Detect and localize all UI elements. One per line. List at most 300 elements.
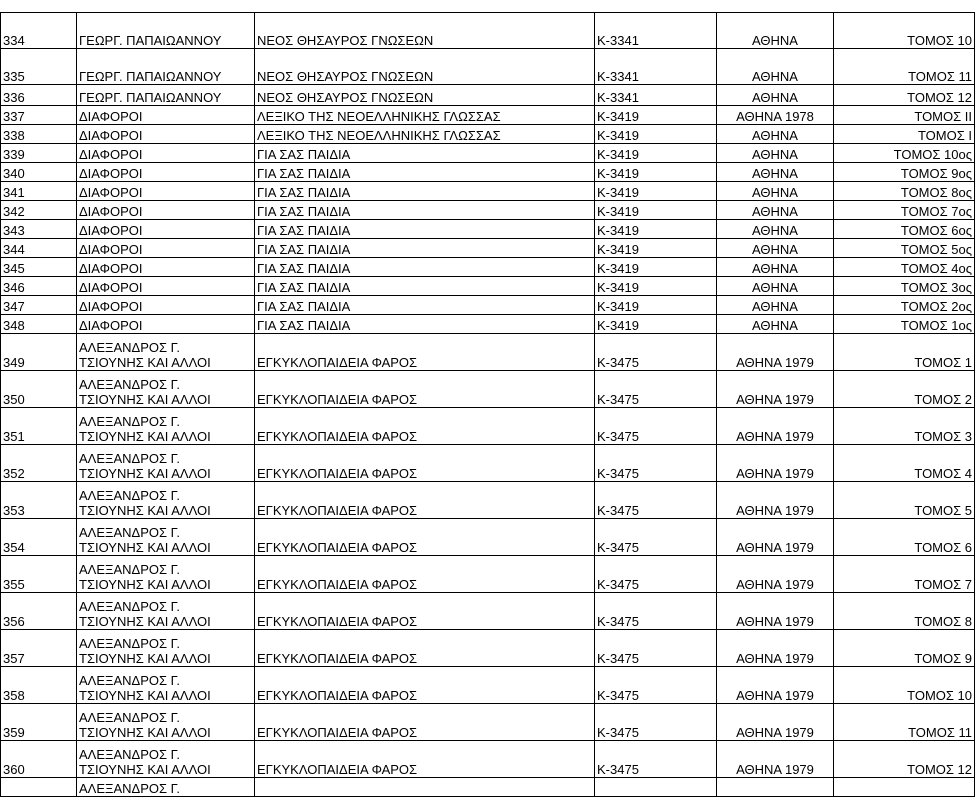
title-cell[interactable]	[255, 778, 595, 797]
author-cell-text: ΔΙΑΦΟΡΟΙ	[79, 318, 143, 333]
title-cell-text: ΝΕΟΣ ΘΗΣΑΥΡΟΣ ΓΝΩΣΕΩΝ	[257, 33, 434, 48]
title-cell[interactable]	[255, 704, 595, 741]
place-cell[interactable]	[717, 296, 834, 315]
author-cell[interactable]	[77, 13, 255, 49]
code-cell[interactable]	[595, 315, 717, 334]
title-cell-text: ΝΕΟΣ ΘΗΣΑΥΡΟΣ ΓΝΩΣΕΩΝ	[257, 90, 434, 105]
title-cell-text: ΓΙΑ ΣΑΣ ΠΑΙΔΙΑ	[257, 280, 351, 295]
code-cell-text: Κ-3475	[597, 392, 639, 407]
author-first-line: ΑΛΕΞΑΝΔΡΟΣ Γ.	[79, 525, 180, 540]
title-cell-text: ΕΓΚΥΚΛΟΠΑΙΔΕΙΑ ΦΑΡΟΣ	[257, 355, 418, 370]
volume-cell[interactable]	[834, 85, 975, 106]
author-second-line: ΤΣΙΟΥΝΗΣ ΚΑΙ ΑΛΛΟΙ	[79, 429, 211, 444]
title-cell[interactable]	[255, 445, 595, 482]
place-cell-text: ΑΘΗΝΑ	[752, 185, 798, 200]
author-cell[interactable]	[77, 201, 255, 220]
place-cell[interactable]	[717, 667, 834, 704]
title-cell[interactable]	[255, 220, 595, 239]
code-cell[interactable]	[595, 482, 717, 519]
author-second-line: ΤΣΙΟΥΝΗΣ ΚΑΙ ΑΛΛΟΙ	[79, 355, 211, 370]
author-first-line: ΑΛΕΞΑΝΔΡΟΣ Γ.	[79, 414, 180, 429]
code-cell[interactable]	[595, 704, 717, 741]
place-cell[interactable]	[717, 519, 834, 556]
code-cell-text: Κ-3475	[597, 762, 639, 777]
code-cell[interactable]	[595, 201, 717, 220]
code-cell-text: Κ-3419	[597, 109, 639, 124]
code-cell[interactable]	[595, 334, 717, 371]
table-row	[1, 239, 975, 258]
row-number[interactable]	[1, 593, 77, 630]
row-number[interactable]	[1, 220, 77, 239]
place-cell[interactable]	[717, 258, 834, 277]
volume-cell[interactable]	[834, 778, 975, 797]
place-cell[interactable]	[717, 704, 834, 741]
author-cell[interactable]	[77, 593, 255, 630]
volume-cell[interactable]	[834, 315, 975, 334]
title-cell-text: ΓΙΑ ΣΑΣ ΠΑΙΔΙΑ	[257, 185, 351, 200]
place-cell-text: ΑΘΗΝΑ	[752, 299, 798, 314]
volume-cell[interactable]	[834, 593, 975, 630]
code-cell[interactable]	[595, 85, 717, 106]
place-cell-text: ΑΘΗΝΑ 1979	[736, 762, 814, 777]
author-second-line: ΤΣΙΟΥΝΗΣ ΚΑΙ ΑΛΛΟΙ	[79, 614, 211, 629]
author-cell[interactable]	[77, 49, 255, 85]
author-cell[interactable]	[77, 371, 255, 408]
volume-cell[interactable]	[834, 482, 975, 519]
volume-cell-text: ΤΟΜΟΣ 10ος	[893, 147, 972, 162]
row-number-text: 338	[3, 128, 25, 143]
row-number[interactable]	[1, 144, 77, 163]
code-cell-text: Κ-3419	[597, 166, 639, 181]
title-cell[interactable]	[255, 593, 595, 630]
place-cell[interactable]	[717, 277, 834, 296]
author-cell-text: ΓΕΩΡΓ. ΠΑΠΑΙΩΑΝΝΟΥ	[79, 69, 222, 84]
row-number[interactable]	[1, 163, 77, 182]
place-cell[interactable]	[717, 334, 834, 371]
volume-cell[interactable]	[834, 630, 975, 667]
table-row	[1, 296, 975, 315]
volume-cell[interactable]	[834, 182, 975, 201]
author-cell[interactable]	[77, 239, 255, 258]
row-number[interactable]	[1, 334, 77, 371]
row-number[interactable]	[1, 482, 77, 519]
code-cell-text: Κ-3419	[597, 204, 639, 219]
author-cell[interactable]	[77, 258, 255, 277]
title-cell-text: ΕΓΚΥΚΛΟΠΑΙΔΕΙΑ ΦΑΡΟΣ	[257, 688, 418, 703]
volume-cell[interactable]	[834, 667, 975, 704]
code-cell-text: Κ-3475	[597, 466, 639, 481]
table-row	[1, 741, 975, 778]
volume-cell-text: ΤΟΜΟΣ 6ος	[900, 223, 972, 238]
volume-cell[interactable]	[834, 163, 975, 182]
volume-cell[interactable]	[834, 258, 975, 277]
place-cell-text: ΑΘΗΝΑ	[752, 242, 798, 257]
place-cell-text: ΑΘΗΝΑ 1979	[736, 614, 814, 629]
row-number[interactable]	[1, 106, 77, 125]
volume-cell[interactable]	[834, 201, 975, 220]
code-cell[interactable]	[595, 778, 717, 797]
code-cell-text: Κ-3341	[597, 69, 639, 84]
row-number-text: 337	[3, 109, 25, 124]
row-number[interactable]	[1, 371, 77, 408]
title-cell-text: ΕΓΚΥΚΛΟΠΑΙΔΕΙΑ ΦΑΡΟΣ	[257, 651, 418, 666]
author-cell[interactable]	[77, 741, 255, 778]
row-number[interactable]	[1, 258, 77, 277]
title-cell[interactable]	[255, 556, 595, 593]
catalog-body	[1, 13, 975, 797]
place-cell[interactable]	[717, 556, 834, 593]
title-cell[interactable]	[255, 630, 595, 667]
table-row	[1, 556, 975, 593]
volume-cell[interactable]	[834, 49, 975, 85]
row-number[interactable]	[1, 49, 77, 85]
place-cell[interactable]	[717, 201, 834, 220]
place-cell-text: ΑΘΗΝΑ	[752, 147, 798, 162]
place-cell-text: ΑΘΗΝΑ	[752, 280, 798, 295]
row-number[interactable]	[1, 667, 77, 704]
volume-cell-text: ΤΟΜΟΣ 11	[908, 725, 972, 740]
place-cell[interactable]	[717, 220, 834, 239]
title-cell[interactable]	[255, 334, 595, 371]
table-row	[1, 408, 975, 445]
place-cell[interactable]	[717, 125, 834, 144]
code-cell[interactable]	[595, 13, 717, 49]
table-row	[1, 445, 975, 482]
place-cell-text: ΑΘΗΝΑ 1979	[736, 577, 814, 592]
row-number[interactable]	[1, 778, 77, 797]
row-number-text: 353	[3, 503, 25, 518]
title-cell[interactable]	[255, 315, 595, 334]
code-cell[interactable]	[595, 593, 717, 630]
row-number[interactable]	[1, 296, 77, 315]
author-cell[interactable]	[77, 163, 255, 182]
table-row	[1, 258, 975, 277]
title-cell-text: ΓΙΑ ΣΑΣ ΠΑΙΔΙΑ	[257, 261, 351, 276]
author-cell-text: ΔΙΑΦΟΡΟΙ	[79, 166, 143, 181]
table-row	[1, 519, 975, 556]
volume-cell-text: ΤΟΜΟΣ 9ος	[900, 166, 972, 181]
code-cell-text: Κ-3475	[597, 651, 639, 666]
code-cell[interactable]	[595, 163, 717, 182]
place-cell[interactable]	[717, 593, 834, 630]
volume-cell-text: ΤΟΜΟΣ 1ος	[900, 318, 972, 333]
place-cell-text: ΑΘΗΝΑ	[752, 204, 798, 219]
title-cell[interactable]	[255, 163, 595, 182]
table-row	[1, 630, 975, 667]
row-number-text: 357	[3, 651, 25, 666]
row-number[interactable]	[1, 182, 77, 201]
row-number-text: 355	[3, 577, 25, 592]
author-cell[interactable]	[77, 144, 255, 163]
author-cell[interactable]	[77, 482, 255, 519]
volume-cell-text: ΤΟΜΟΣ 4	[914, 466, 972, 481]
author-first-line: ΑΛΕΞΑΝΔΡΟΣ Γ.	[79, 377, 180, 392]
code-cell-text: Κ-3419	[597, 299, 639, 314]
row-number[interactable]	[1, 125, 77, 144]
volume-cell-text: ΤΟΜΟΣ 8	[914, 614, 972, 629]
place-cell[interactable]	[717, 13, 834, 49]
author-cell[interactable]	[77, 667, 255, 704]
table-row	[1, 49, 975, 85]
place-cell-text: ΑΘΗΝΑ	[752, 261, 798, 276]
volume-cell[interactable]	[834, 704, 975, 741]
title-cell-text: ΕΓΚΥΚΛΟΠΑΙΔΕΙΑ ΦΑΡΟΣ	[257, 577, 418, 592]
place-cell-text: ΑΘΗΝΑ 1979	[736, 651, 814, 666]
title-cell[interactable]	[255, 371, 595, 408]
volume-cell[interactable]	[834, 106, 975, 125]
place-cell[interactable]	[717, 182, 834, 201]
code-cell[interactable]	[595, 371, 717, 408]
row-number[interactable]	[1, 556, 77, 593]
table-row	[1, 482, 975, 519]
table-row	[1, 106, 975, 125]
author-second-line: ΤΣΙΟΥΝΗΣ ΚΑΙ ΑΛΛΟΙ	[79, 503, 211, 518]
author-second-line: ΤΣΙΟΥΝΗΣ ΚΑΙ ΑΛΛΟΙ	[79, 688, 211, 703]
author-cell[interactable]	[77, 445, 255, 482]
code-cell-text: Κ-3419	[597, 280, 639, 295]
place-cell[interactable]	[717, 408, 834, 445]
title-cell[interactable]	[255, 519, 595, 556]
volume-cell-text: ΤΟΜΟΣ 4ος	[900, 261, 972, 276]
code-cell[interactable]	[595, 408, 717, 445]
table-row	[1, 704, 975, 741]
row-number-text: 351	[3, 429, 25, 444]
volume-cell[interactable]	[834, 371, 975, 408]
code-cell[interactable]	[595, 125, 717, 144]
author-cell[interactable]	[77, 315, 255, 334]
volume-cell-text: ΤΟΜΟΣ Ι	[917, 128, 972, 143]
code-cell-text: Κ-3475	[597, 503, 639, 518]
volume-cell[interactable]	[834, 125, 975, 144]
title-cell[interactable]	[255, 85, 595, 106]
table-row	[1, 144, 975, 163]
row-number[interactable]	[1, 239, 77, 258]
title-cell[interactable]	[255, 408, 595, 445]
title-cell[interactable]	[255, 13, 595, 49]
code-cell[interactable]	[595, 144, 717, 163]
title-cell-text: ΛΕΞΙΚΟ ΤΗΣ ΝΕΟΕΛΛΗΝΙΚΗΣ ΓΛΩΣΣΑΣ	[257, 128, 501, 143]
place-cell[interactable]	[717, 144, 834, 163]
volume-cell[interactable]	[834, 239, 975, 258]
author-cell-text: ΓΕΩΡΓ. ΠΑΠΑΙΩΑΝΝΟΥ	[79, 90, 222, 105]
volume-cell[interactable]	[834, 519, 975, 556]
row-number[interactable]	[1, 741, 77, 778]
row-number[interactable]	[1, 704, 77, 741]
title-cell[interactable]	[255, 201, 595, 220]
place-cell[interactable]	[717, 315, 834, 334]
author-cell-text: ΑΛΕΞΑΝΔΡΟΣ Γ.	[79, 781, 180, 796]
author-cell-text: ΔΙΑΦΟΡΟΙ	[79, 204, 143, 219]
volume-cell[interactable]	[834, 556, 975, 593]
volume-cell[interactable]	[834, 334, 975, 371]
title-cell[interactable]	[255, 277, 595, 296]
title-cell[interactable]	[255, 182, 595, 201]
place-cell[interactable]	[717, 778, 834, 797]
row-number-text: 339	[3, 147, 25, 162]
place-cell-text: ΑΘΗΝΑ	[752, 128, 798, 143]
author-cell-text: ΔΙΑΦΟΡΟΙ	[79, 299, 143, 314]
volume-cell[interactable]	[834, 296, 975, 315]
title-cell[interactable]	[255, 144, 595, 163]
volume-cell[interactable]	[834, 277, 975, 296]
author-cell[interactable]	[77, 125, 255, 144]
title-cell-text: ΓΙΑ ΣΑΣ ΠΑΙΔΙΑ	[257, 166, 351, 181]
place-cell[interactable]	[717, 163, 834, 182]
place-cell[interactable]	[717, 85, 834, 106]
title-cell[interactable]	[255, 296, 595, 315]
table-row	[1, 85, 975, 106]
author-cell-text: ΔΙΑΦΟΡΟΙ	[79, 109, 143, 124]
title-cell-text: ΝΕΟΣ ΘΗΣΑΥΡΟΣ ΓΝΩΣΕΩΝ	[257, 69, 434, 84]
author-cell[interactable]	[77, 630, 255, 667]
volume-cell[interactable]	[834, 741, 975, 778]
author-first-line: ΑΛΕΞΑΝΔΡΟΣ Γ.	[79, 488, 180, 503]
title-cell-text: ΓΙΑ ΣΑΣ ΠΑΙΔΙΑ	[257, 299, 351, 314]
title-cell[interactable]	[255, 106, 595, 125]
title-cell-text: ΓΙΑ ΣΑΣ ΠΑΙΔΙΑ	[257, 147, 351, 162]
place-cell[interactable]	[717, 239, 834, 258]
code-cell[interactable]	[595, 296, 717, 315]
author-cell[interactable]	[77, 519, 255, 556]
author-cell[interactable]	[77, 704, 255, 741]
author-cell[interactable]	[77, 277, 255, 296]
row-number-text: 344	[3, 242, 25, 257]
row-number[interactable]	[1, 630, 77, 667]
table-row	[1, 334, 975, 371]
volume-cell-text: ΤΟΜΟΣ 8ος	[900, 185, 972, 200]
code-cell[interactable]	[595, 445, 717, 482]
author-cell[interactable]	[77, 182, 255, 201]
row-number-text: 350	[3, 392, 25, 407]
volume-cell-text: ΤΟΜΟΣ 5ος	[900, 242, 972, 257]
code-cell[interactable]	[595, 220, 717, 239]
author-first-line: ΑΛΕΞΑΝΔΡΟΣ Γ.	[79, 451, 180, 466]
author-cell[interactable]	[77, 556, 255, 593]
code-cell[interactable]	[595, 667, 717, 704]
title-cell-text: ΕΓΚΥΚΛΟΠΑΙΔΕΙΑ ΦΑΡΟΣ	[257, 466, 418, 481]
volume-cell[interactable]	[834, 408, 975, 445]
title-cell[interactable]	[255, 667, 595, 704]
place-cell[interactable]	[717, 49, 834, 85]
catalog-table	[0, 12, 975, 797]
title-cell-text: ΓΙΑ ΣΑΣ ΠΑΙΔΙΑ	[257, 204, 351, 219]
row-number-text: 360	[3, 762, 25, 777]
title-cell-text: ΕΓΚΥΚΛΟΠΑΙΔΕΙΑ ΦΑΡΟΣ	[257, 614, 418, 629]
place-cell-text: ΑΘΗΝΑ 1979	[736, 392, 814, 407]
author-cell[interactable]	[77, 778, 255, 797]
title-cell[interactable]	[255, 125, 595, 144]
table-row	[1, 163, 975, 182]
author-second-line: ΤΣΙΟΥΝΗΣ ΚΑΙ ΑΛΛΟΙ	[79, 392, 211, 407]
code-cell[interactable]	[595, 277, 717, 296]
author-first-line: ΑΛΕΞΑΝΔΡΟΣ Γ.	[79, 562, 180, 577]
row-number[interactable]	[1, 445, 77, 482]
volume-cell-text: ΤΟΜΟΣ 9	[914, 651, 972, 666]
row-number-text: 336	[3, 90, 25, 105]
code-cell-text: Κ-3341	[597, 33, 639, 48]
place-cell-text: ΑΘΗΝΑ	[752, 90, 798, 105]
code-cell[interactable]	[595, 239, 717, 258]
code-cell-text: Κ-3475	[597, 725, 639, 740]
author-cell-text: ΔΙΑΦΟΡΟΙ	[79, 128, 143, 143]
row-number[interactable]	[1, 315, 77, 334]
code-cell-text: Κ-3419	[597, 261, 639, 276]
table-row	[1, 13, 975, 49]
code-cell[interactable]	[595, 519, 717, 556]
row-number[interactable]	[1, 13, 77, 49]
code-cell-text: Κ-3475	[597, 540, 639, 555]
row-number[interactable]	[1, 408, 77, 445]
code-cell[interactable]	[595, 630, 717, 667]
author-cell[interactable]	[77, 296, 255, 315]
row-number[interactable]	[1, 519, 77, 556]
row-number[interactable]	[1, 277, 77, 296]
code-cell[interactable]	[595, 741, 717, 778]
author-cell[interactable]	[77, 220, 255, 239]
place-cell[interactable]	[717, 630, 834, 667]
title-cell[interactable]	[255, 239, 595, 258]
title-cell[interactable]	[255, 482, 595, 519]
author-first-line: ΑΛΕΞΑΝΔΡΟΣ Γ.	[79, 636, 180, 651]
code-cell-text: Κ-3419	[597, 147, 639, 162]
volume-cell-text: ΤΟΜΟΣ 10	[907, 688, 972, 703]
code-cell-text: Κ-3419	[597, 242, 639, 257]
code-cell-text: Κ-3475	[597, 614, 639, 629]
row-number[interactable]	[1, 201, 77, 220]
row-number-text: 334	[3, 33, 25, 48]
volume-cell-text: ΤΟΜΟΣ 1	[914, 355, 972, 370]
author-second-line: ΤΣΙΟΥΝΗΣ ΚΑΙ ΑΛΛΟΙ	[79, 725, 211, 740]
title-cell[interactable]	[255, 258, 595, 277]
row-number[interactable]	[1, 85, 77, 106]
place-cell-text: ΑΘΗΝΑ 1979	[736, 429, 814, 444]
author-second-line: ΤΣΙΟΥΝΗΣ ΚΑΙ ΑΛΛΟΙ	[79, 651, 211, 666]
author-cell[interactable]	[77, 106, 255, 125]
place-cell-text: ΑΘΗΝΑ 1979	[736, 466, 814, 481]
place-cell[interactable]	[717, 482, 834, 519]
volume-cell[interactable]	[834, 445, 975, 482]
place-cell[interactable]	[717, 371, 834, 408]
code-cell[interactable]	[595, 258, 717, 277]
place-cell[interactable]	[717, 741, 834, 778]
author-cell[interactable]	[77, 408, 255, 445]
place-cell-text: ΑΘΗΝΑ	[752, 33, 798, 48]
place-cell-text: ΑΘΗΝΑ 1979	[736, 540, 814, 555]
author-first-line: ΑΛΕΞΑΝΔΡΟΣ Γ.	[79, 747, 180, 762]
volume-cell[interactable]	[834, 13, 975, 49]
place-cell[interactable]	[717, 106, 834, 125]
code-cell[interactable]	[595, 182, 717, 201]
place-cell-text: ΑΘΗΝΑ 1979	[736, 503, 814, 518]
code-cell-text: Κ-3475	[597, 577, 639, 592]
author-second-line: ΤΣΙΟΥΝΗΣ ΚΑΙ ΑΛΛΟΙ	[79, 540, 211, 555]
author-cell[interactable]	[77, 85, 255, 106]
title-cell[interactable]	[255, 49, 595, 85]
title-cell[interactable]	[255, 741, 595, 778]
row-number-text: 340	[3, 166, 25, 181]
volume-cell-text: ΤΟΜΟΣ 2	[914, 392, 972, 407]
volume-cell[interactable]	[834, 220, 975, 239]
code-cell[interactable]	[595, 106, 717, 125]
author-cell-text: ΔΙΑΦΟΡΟΙ	[79, 147, 143, 162]
author-first-line: ΑΛΕΞΑΝΔΡΟΣ Γ.	[79, 340, 180, 355]
place-cell[interactable]	[717, 445, 834, 482]
author-cell[interactable]	[77, 334, 255, 371]
code-cell[interactable]	[595, 556, 717, 593]
code-cell[interactable]	[595, 49, 717, 85]
volume-cell[interactable]	[834, 144, 975, 163]
volume-cell-text: ΤΟΜΟΣ 7ος	[900, 204, 972, 219]
